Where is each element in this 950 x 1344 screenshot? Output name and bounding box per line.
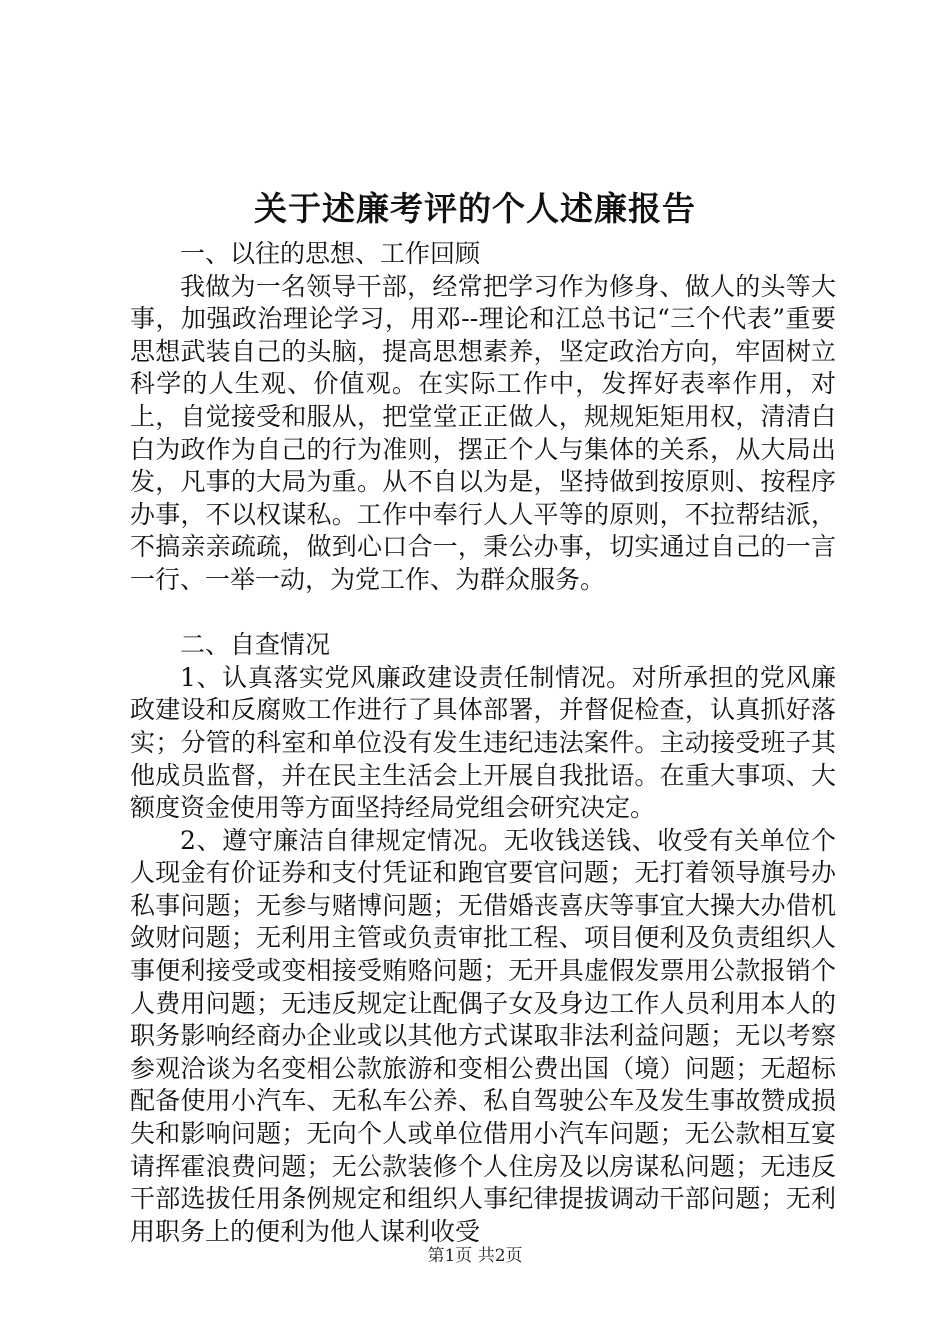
section-heading-review: 一、以往的思想、工作回顾 (180, 239, 481, 268)
document-title: 关于述廉考评的个人述廉报告 (254, 189, 696, 228)
paragraph-review: 我做为一名领导干部，经常把学习作为修身、做人的头等大事，加强政治理论学习，用邓--理论和江总书记“三个代表”重要思想武装自己的头脑，提高思想素养，坚定政治方向，牢固树立科学的人生观、价值观。在实际工作中，发挥好表率作用，对上，自觉接受和服从，把堂堂正正做人，规规矩矩用权，清清白白为政作为自己的行为准则，摆正个人与集体的关系，从大局出发，凡事的大局为重。从不自以为是，坚持做到按原则、按程序办事，不以权谋私。工作中奉行人人平等的原则，不拉帮结派，不搞亲亲疏疏，做到心口合一，秉公办事，切实通过自己的一言一行、一举一动，为党工作、为群众服务。 (130, 271, 836, 594)
page-indicator: 第1页 共2页 (427, 1246, 523, 1266)
paragraph-integrity: 2、遵守廉洁自律规定情况。无收钱送钱、收受有关单位个人现金有价证券和支付凭证和跑官要官问题；无打着领导旗号办私事问题；无参与赌博问题；无借婚丧喜庆等事宜大操大办借机敛财问题；无利用主管或负责审批工程、项目便利及负责组织人事便利接受或变相接受贿赂问题；无开具虚假发票用公款报销个人费用问题；无违反规定让配偶子女及身边工作人员利用本人的职务影响经商办企业或以其他方式谋取非法利益问题；无以考察参观洽谈为名变相公款旅游和变相公费出国（境）问题；无超标配备使用小汽车、无私车公养、私自驾驶公车及发生事故赞成损失和影响问题；无向个人或单位借用小汽车问题；无公款相互宴请挥霍浪费问题；无公款装修个人住房及以房谋私问题；无违反干部选拔任用条例规定和组织人事纪律提拔调动干部问题；无利用职务上的便利为他人谋利收受 (130, 825, 836, 1246)
document-body (130, 238, 836, 1248)
section-heading-self-check: 二、自查情况 (180, 630, 331, 660)
paragraph-spacer (130, 597, 836, 630)
paragraph-responsibility: 1、认真落实党风廉政建设责任制情况。对所承担的党风廉政建设和反腐败工作进行了具体部署，并督促检查，认真抓好落实；分管的科室和单位没有发生违纪违法案件。主动接受班子其他成员监督，并在民主生活会上开展自我批语。在重大事项、大额度资金使用等方面坚持经局党组会研究决定。 (130, 662, 836, 823)
